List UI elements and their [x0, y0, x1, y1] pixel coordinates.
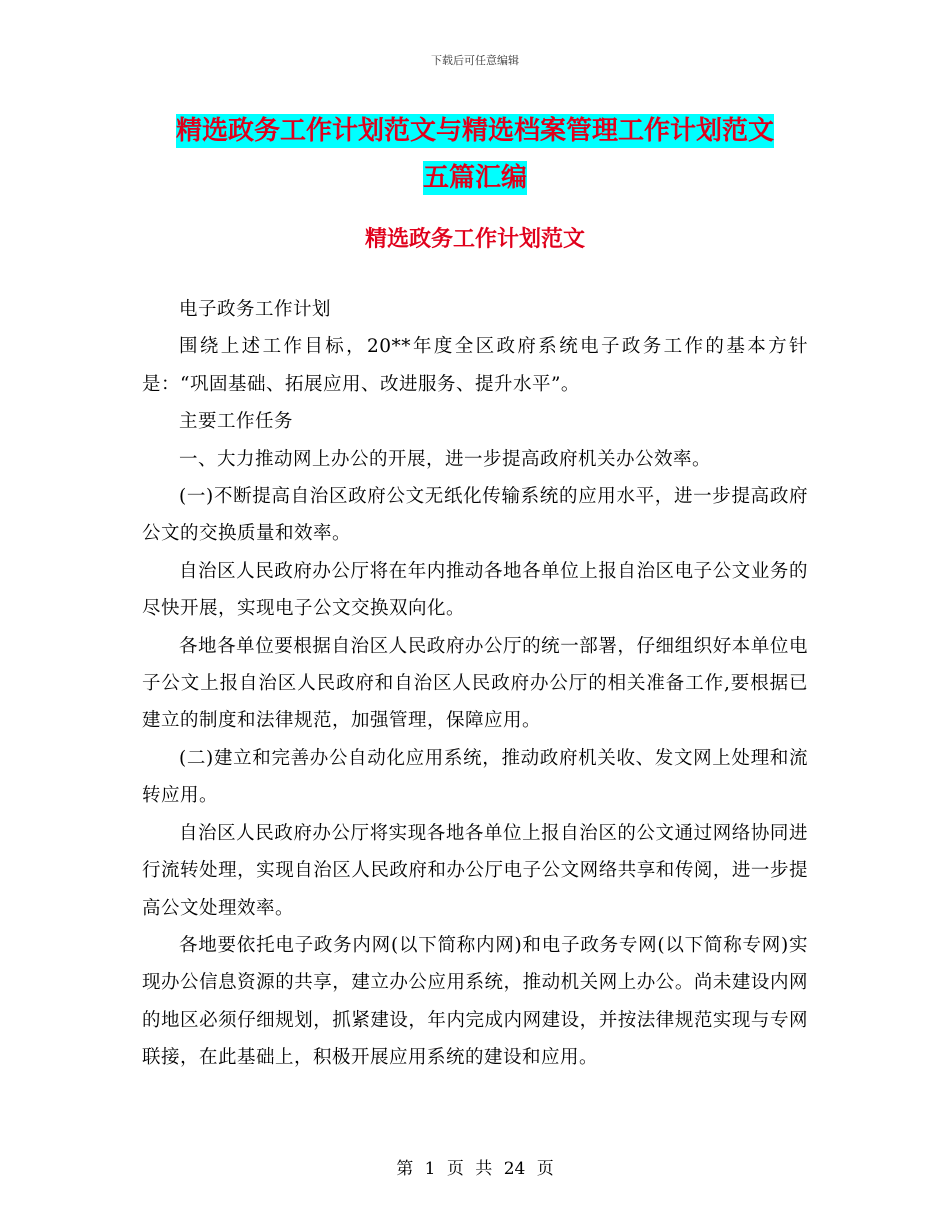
paragraph: (一)不断提高自治区政府公文无纸化传输系统的应用水平，进一步提高政府公文的交换质量和效率。 [142, 486, 808, 545]
section-title: 精选政务工作计划范文 [364, 227, 585, 252]
paragraph: 主要工作任务 [179, 411, 294, 433]
paragraph: 一、大力推动网上办公的开展，进一步提高政府机关办公效率。 [179, 448, 712, 470]
paragraph: 自治区人民政府办公厅将在年内推动各地各单位上报自治区电子公文业务的尽快开展，实现电子公文交换双向化。 [142, 560, 808, 620]
paragraph: 各地要依托电子政务内网(以下简称内网)和电子政务专网(以下简称专网)实现办公信息资源的共享，建立办公应用系统，推动机关网上办公。尚未建设内网的地区必须仔细规划，抓紧建设，年内完成内网建设，并按法律规范实现与专网联接，在此基础上，积极开展应用系统的建设和应用。 [142, 934, 808, 1069]
document-body [142, 291, 808, 1077]
paragraph: 电子政务工作计划 [179, 299, 332, 320]
page-footer: 第 1 页 共 24 页 [396, 1159, 554, 1179]
paragraph: (二)建立和完善办公自动化应用系统，推动政府机关收、发文网上处理和流转应用。 [142, 747, 808, 807]
document-title [130, 108, 820, 202]
paragraph: 各地各单位要根据自治区人民政府办公厅的统一部署，仔细组织好本单位电子公文上报自治区人民政府和自治区人民政府办公厅的相关准备工作,要根据已建立的制度和法律规范，加强管理，保障应用。 [142, 635, 808, 732]
paragraph: 自治区人民政府办公厅将实现各地各单位上报自治区的公文通过网络协同进行流转处理，实现自治区人民政府和办公厅电子公文网络共享和传阅，进一步提高公文处理效率。 [142, 822, 808, 919]
document-title-line-2: 五篇汇编 [422, 163, 527, 193]
header-note: 下载后可任意编辑 [431, 54, 519, 67]
paragraph: 围绕上述工作目标，20**年度全区政府系统电子政务工作的基本方针是：“巩固基础、拓展应用、改进服务、提升水平”。 [142, 336, 808, 395]
document-title-line-1: 精选政务工作计划范文与精选档案管理工作计划范文 [175, 116, 774, 146]
